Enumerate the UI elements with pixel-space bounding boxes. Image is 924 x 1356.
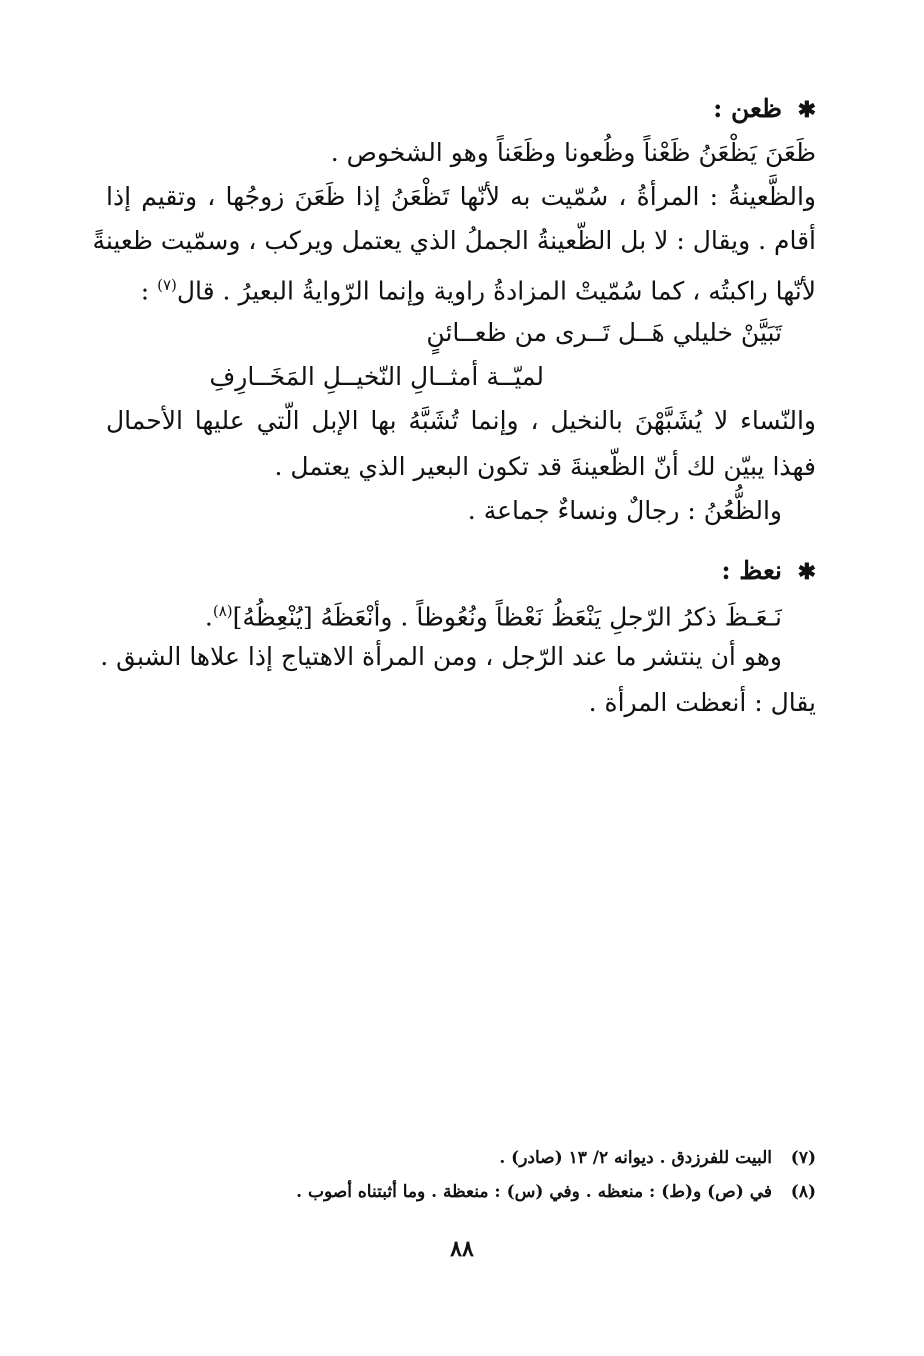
footnote-number: (٧): [790, 1148, 816, 1168]
text-line: وهو أن ينتشر ما عند الرّجل ، ومن المرأة الاهتياج إذا علاها الشبق .: [100, 642, 782, 671]
text-line: والظَّعينةُ : المرأةُ ، سُمّيت به لأنّها تَظْعَنُ إذا ظَعَنَ زوجُها ، وتقيم إذا: [106, 182, 816, 211]
verse-second-hemistich: لميّــة أمثــالِ النّخيــلِ المَخَــارِفِ: [209, 362, 544, 391]
page-number: ٨٨: [450, 1236, 474, 1262]
footnote-text: البيت للفرزدق . ديوانه ٢/ ١٣ (صادر) .: [499, 1148, 772, 1168]
text-line: يقال : أنعظت المرأة .: [588, 688, 816, 717]
verse-first-hemistich: تَبَيَّنْ خليلي هَــل تَــرى من ظعــائنٍ: [426, 318, 782, 347]
entry-heading-zaan: [106, 92, 816, 127]
text-line: ظَعَنَ يَظْعَنُ ظَعْناً وظُعونا وظَعَناً وهو الشخوص .: [330, 138, 816, 167]
footnote-text: في (ص) و(ط) : منعظه . وفي (س) : منعظة . وما أثبتناه أصوب .: [296, 1182, 772, 1202]
text-line: فهذا يبيّن لك أنّ الظّعينةَ قد تكون البعير الذي يعتمل .: [274, 452, 816, 481]
footnote: [106, 1146, 816, 1170]
text-line: والنّساء لا يُشَبَّهْنَ بالنخيل ، وإنما تُشَبَّهُ بها الإبل الّتي عليها الأحمال: [106, 406, 816, 435]
text-line: لأنّها راكبتُه ، كما سُمّيتْ المزادةُ راوية وإنما الرّوايةُ البعيرُ . قال$^{(٧)}$ :: [140, 276, 816, 306]
text-line: نَـعَـظَ ذكرُ الرّجلِ يَنْعَظُ نَعْظاً ونُعُوظاً . وأنْعَظَهُ [يُنْعِظُهُ]$^{(٨)}$.: [204, 602, 782, 632]
text-line: أقام . ويقال : لا بل الظّعينةُ الجملُ الذي يعتمل ويركب ، وسمّيت ظعينةً: [92, 226, 816, 255]
text-line: والظُّعُنُ : رجالٌ ونساءٌ جماعة .: [467, 496, 782, 525]
headword: ظعن :: [713, 94, 782, 123]
asterisk-icon: ✱: [797, 97, 816, 123]
footnote-number: (٨): [790, 1182, 816, 1202]
footnote-ref: (٨): [212, 602, 233, 620]
headword: نعظ :: [721, 556, 782, 585]
asterisk-icon: ✱: [797, 559, 816, 585]
footnote: [106, 1180, 816, 1204]
entry-heading-naaz: [106, 554, 816, 589]
footnote-ref: (٧): [157, 276, 177, 294]
